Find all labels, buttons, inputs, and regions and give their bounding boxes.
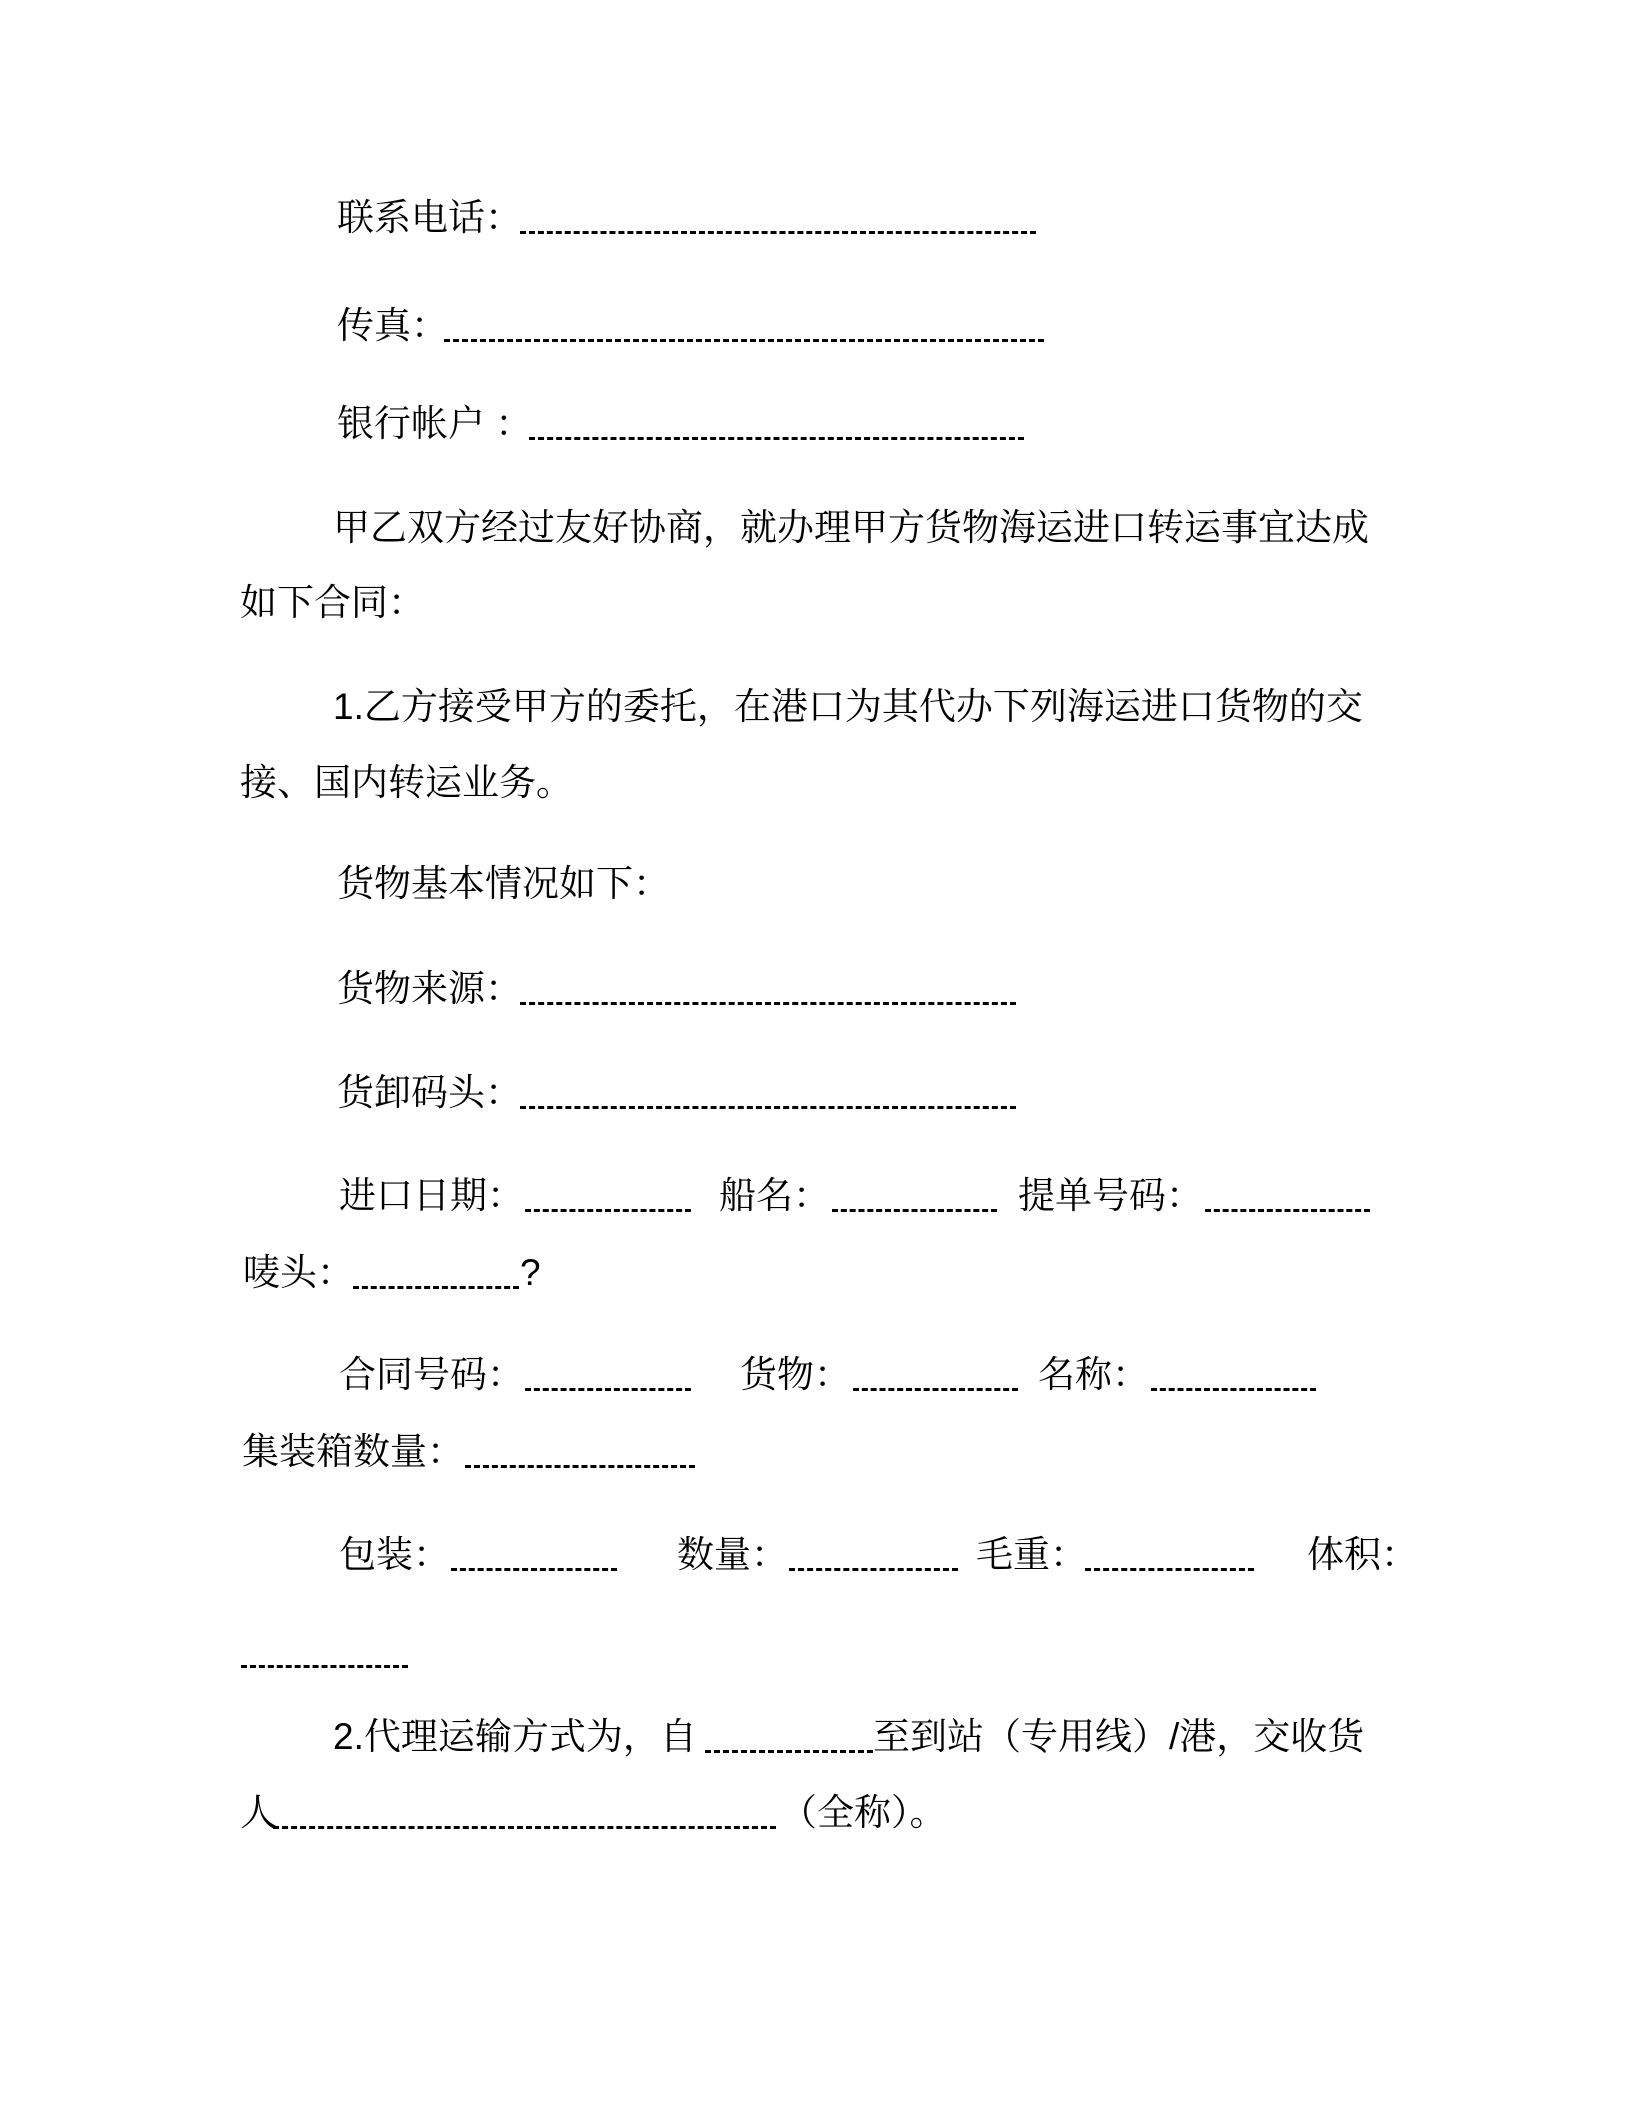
fax-field[interactable]: [444, 304, 1044, 348]
bank-account-field[interactable]: [529, 402, 1024, 446]
goods-source-label: 货物来源：: [337, 968, 522, 1009]
unloading-terminal-field[interactable]: [520, 1071, 1016, 1115]
bank-account-label: 银行帐户 ：: [337, 403, 533, 444]
contact-phone-row: [337, 196, 522, 240]
unloading-terminal-label: 货卸码头：: [337, 1072, 522, 1113]
vessel-name-field[interactable]: [832, 1174, 997, 1218]
goods-source-row: [337, 967, 522, 1011]
bank-account-row: [337, 402, 532, 446]
clause1-line-2: 接、国内转运业务。: [240, 762, 573, 803]
consignee-full-name-field[interactable]: [273, 1791, 776, 1835]
import-date-label: 进口日期：: [339, 1175, 524, 1216]
cargo-label: 货物：: [740, 1354, 851, 1395]
goods-heading: 货物基本情况如下：: [337, 863, 670, 904]
shipping-marks-suffix: ?: [520, 1252, 541, 1293]
quantity-field[interactable]: [789, 1533, 958, 1577]
clause2-line-1-suffix: 至到站（专用线）/港，交收货: [873, 1716, 1365, 1757]
cargo-field[interactable]: [853, 1353, 1018, 1397]
packing-field[interactable]: [451, 1533, 617, 1577]
container-quantity-field[interactable]: [465, 1430, 695, 1474]
unloading-terminal-row: [337, 1071, 522, 1115]
clause2-line-2-prefix: 人: [240, 1792, 277, 1833]
clause2-line-1-prefix: 2.代理运输方式为，自: [333, 1716, 697, 1757]
volume-label: 体积：: [1307, 1534, 1418, 1575]
packing-label: 包装：: [339, 1534, 450, 1575]
clause2-line-2-suffix: （全称）。: [780, 1792, 947, 1833]
shipping-marks-label: 唛头：: [243, 1252, 354, 1293]
cargo-name-label: 名称：: [1038, 1354, 1149, 1395]
intro-line-1: 甲乙双方经过友好协商，就办理甲方货物海运进口转运事宜达成: [333, 507, 1369, 548]
fax-row: [337, 304, 448, 348]
container-quantity-label: 集装箱数量：: [242, 1431, 464, 1472]
contract-number-label: 合同号码：: [339, 1354, 524, 1395]
intro-line-2: 如下合同：: [240, 582, 425, 623]
contract-number-field[interactable]: [525, 1353, 691, 1397]
goods-source-field[interactable]: [520, 967, 1016, 1011]
vessel-name-label: 船名：: [719, 1175, 830, 1216]
origin-station-field[interactable]: [705, 1715, 873, 1759]
contact-phone-field[interactable]: [520, 196, 1036, 240]
gross-weight-label: 毛重：: [976, 1534, 1087, 1575]
bl-number-field[interactable]: [1205, 1174, 1370, 1218]
volume-field[interactable]: [241, 1630, 408, 1674]
shipping-marks-field[interactable]: [353, 1251, 519, 1295]
bl-number-label: 提单号码：: [1018, 1175, 1203, 1216]
clause1-line-1: 1.乙方接受甲方的委托，在港口为其代办下列海运进口货物的交: [333, 686, 1363, 727]
gross-weight-field[interactable]: [1085, 1533, 1254, 1577]
quantity-label: 数量：: [677, 1534, 788, 1575]
cargo-name-field[interactable]: [1151, 1353, 1316, 1397]
contact-phone-label: 联系电话：: [337, 197, 522, 238]
import-date-field[interactable]: [525, 1174, 691, 1218]
fax-label: 传真：: [337, 305, 448, 346]
